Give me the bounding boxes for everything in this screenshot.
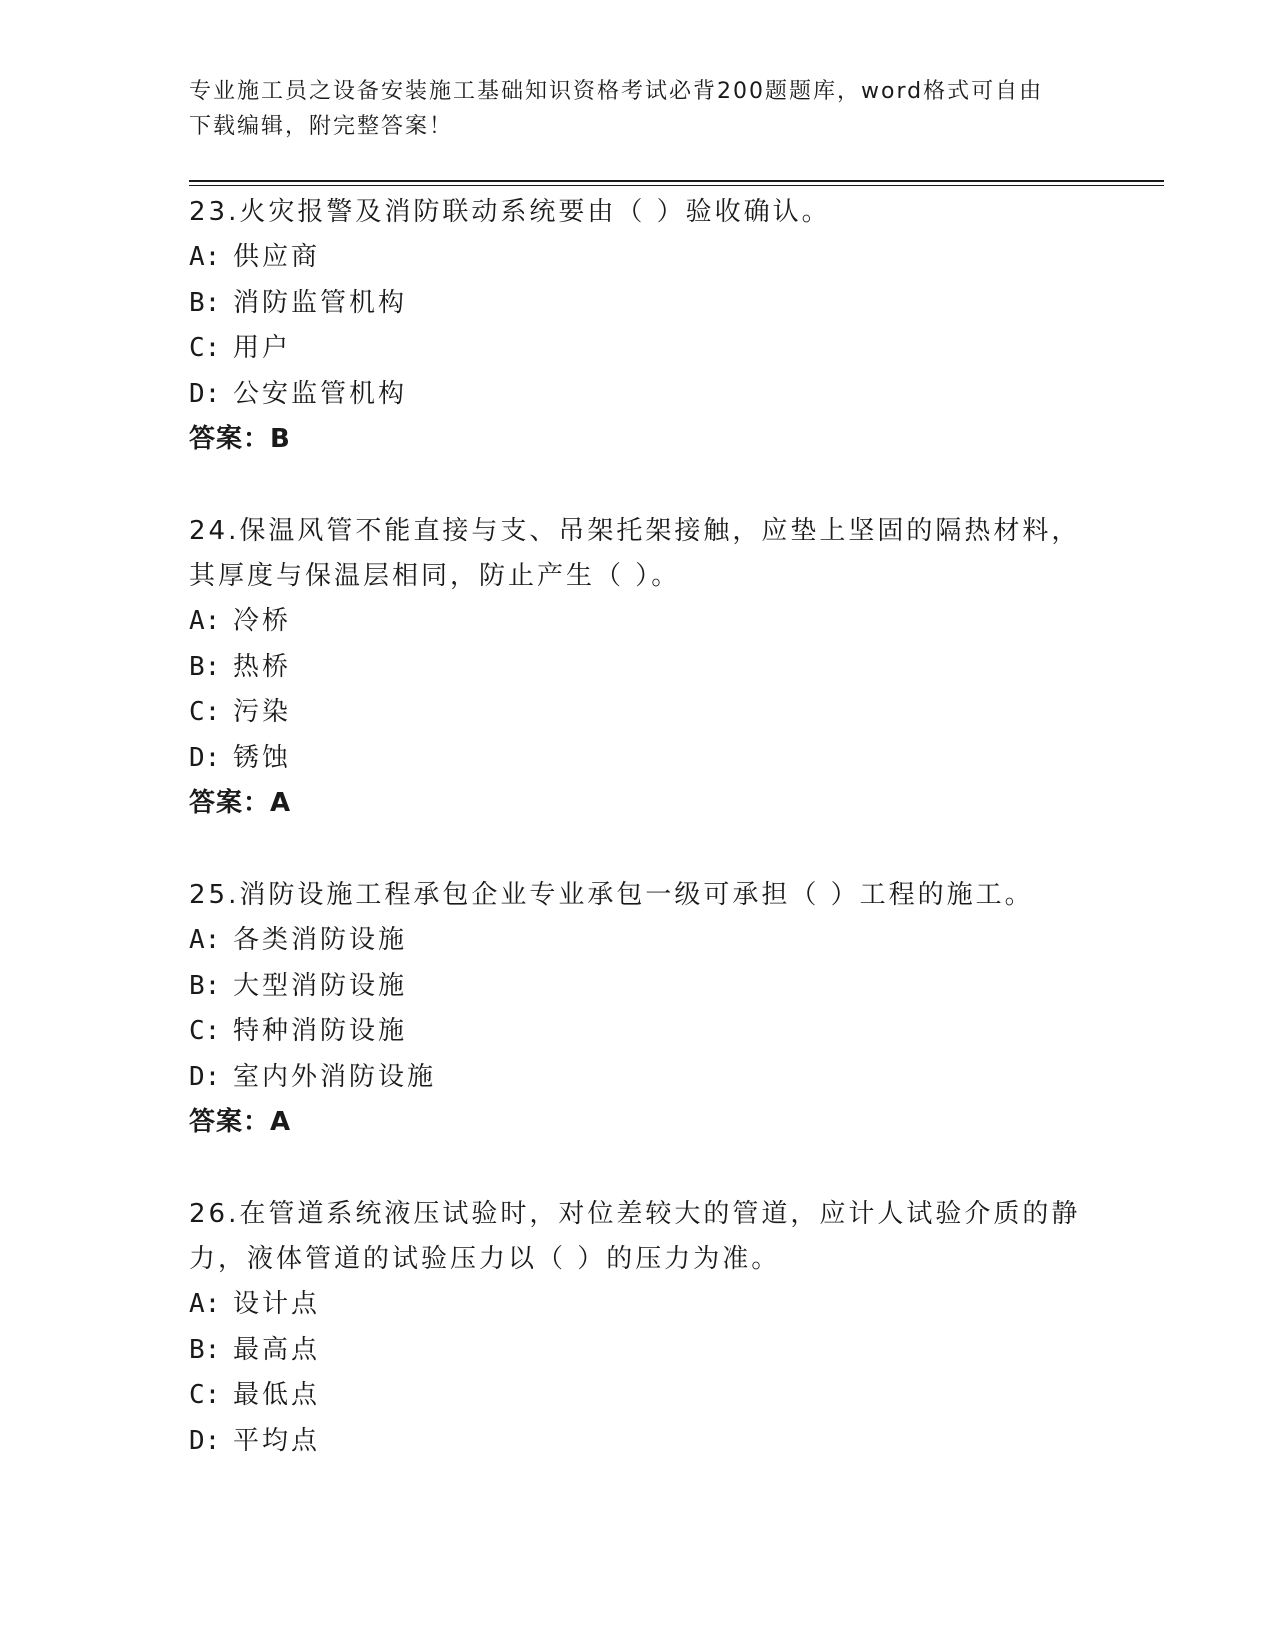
option-c <box>189 326 1089 372</box>
option-key: A: <box>189 242 221 272</box>
option-d <box>189 372 1089 418</box>
option-text: 公安监管机构 <box>233 378 408 409</box>
option-text: 设计点 <box>233 1289 321 1319</box>
option-text: 最高点 <box>233 1334 321 1365</box>
option-b <box>189 1328 1089 1374</box>
option-a <box>189 918 1089 964</box>
option-d <box>189 1055 1089 1101</box>
header-line-2: 下载编辑，附完整答案！ <box>189 114 454 139</box>
option-text: 消防监管机构 <box>233 287 408 318</box>
question-spacer <box>189 1145 1089 1192</box>
option-c <box>189 1009 1089 1055</box>
option-c <box>189 690 1089 736</box>
option-text: 污染 <box>233 697 292 727</box>
option-text: 最低点 <box>233 1380 321 1410</box>
option-key: B: <box>189 970 221 1001</box>
option-text: 冷桥 <box>233 606 292 636</box>
question-stem-line: 24.保温风管不能直接与支、吊架托架接触，应垫上坚固的隔热材料， <box>189 516 1081 546</box>
document-header <box>189 74 1089 144</box>
option-key: D: <box>189 1061 221 1092</box>
question-24 <box>189 509 1089 826</box>
option-key: B: <box>189 1334 221 1365</box>
option-key: B: <box>189 651 221 682</box>
option-key: C: <box>189 697 221 727</box>
question-stem-line: 23.火灾报警及消防联动系统要由（ ）验收确认。 <box>189 197 831 227</box>
option-text: 供应商 <box>233 242 321 272</box>
question-26 <box>189 1192 1089 1464</box>
option-a <box>189 599 1089 645</box>
option-text: 热桥 <box>233 651 292 682</box>
question-stem-line: 其厚度与保温层相同，防止产生（ ）。 <box>189 561 681 591</box>
question-spacer <box>189 826 1089 873</box>
question-stem <box>189 1192 1089 1282</box>
option-text: 室内外消防设施 <box>233 1061 437 1092</box>
option-key: D: <box>189 1425 221 1456</box>
option-d <box>189 1419 1089 1465</box>
option-b <box>189 645 1089 691</box>
option-key: A: <box>189 606 221 636</box>
option-text: 平均点 <box>233 1425 321 1456</box>
option-key: C: <box>189 1016 221 1046</box>
header-divider-thin <box>189 185 1164 186</box>
header-line-1: 专业施工员之设备安装施工基础知识资格考试必背200题题库，word格式可自由 <box>189 79 1044 104</box>
option-a <box>189 235 1089 281</box>
answer-line: 答案：A <box>189 788 292 818</box>
question-stem <box>189 873 1089 918</box>
question-list <box>189 190 1089 1464</box>
option-key: B: <box>189 287 221 318</box>
option-text: 用户 <box>233 333 292 363</box>
option-text: 大型消防设施 <box>233 970 408 1001</box>
question-stem-line: 26.在管道系统液压试验时，对位差较大的管道，应计人试验介质的静 <box>189 1199 1081 1229</box>
option-key: D: <box>189 378 221 409</box>
option-d <box>189 736 1089 782</box>
option-c <box>189 1373 1089 1419</box>
option-text: 特种消防设施 <box>233 1016 408 1046</box>
option-b <box>189 281 1089 327</box>
option-key: C: <box>189 1380 221 1410</box>
question-23 <box>189 190 1089 462</box>
option-text: 各类消防设施 <box>233 925 408 955</box>
question-stem-line: 力，液体管道的试验压力以（ ）的压力为准。 <box>189 1244 781 1274</box>
option-text: 锈蚀 <box>233 742 292 773</box>
header-divider-thick <box>189 180 1164 182</box>
option-a <box>189 1282 1089 1328</box>
option-key: D: <box>189 742 221 773</box>
option-b <box>189 964 1089 1010</box>
answer-line: 答案：A <box>189 1107 292 1137</box>
question-stem-line: 25.消防设施工程承包企业专业承包一级可承担（ ）工程的施工。 <box>189 880 1034 910</box>
option-key: A: <box>189 925 221 955</box>
question-25 <box>189 873 1089 1145</box>
option-key: A: <box>189 1289 221 1319</box>
answer-line: 答案：B <box>189 424 291 454</box>
question-stem <box>189 509 1089 599</box>
question-spacer <box>189 462 1089 509</box>
question-stem <box>189 190 1089 235</box>
option-key: C: <box>189 333 221 363</box>
